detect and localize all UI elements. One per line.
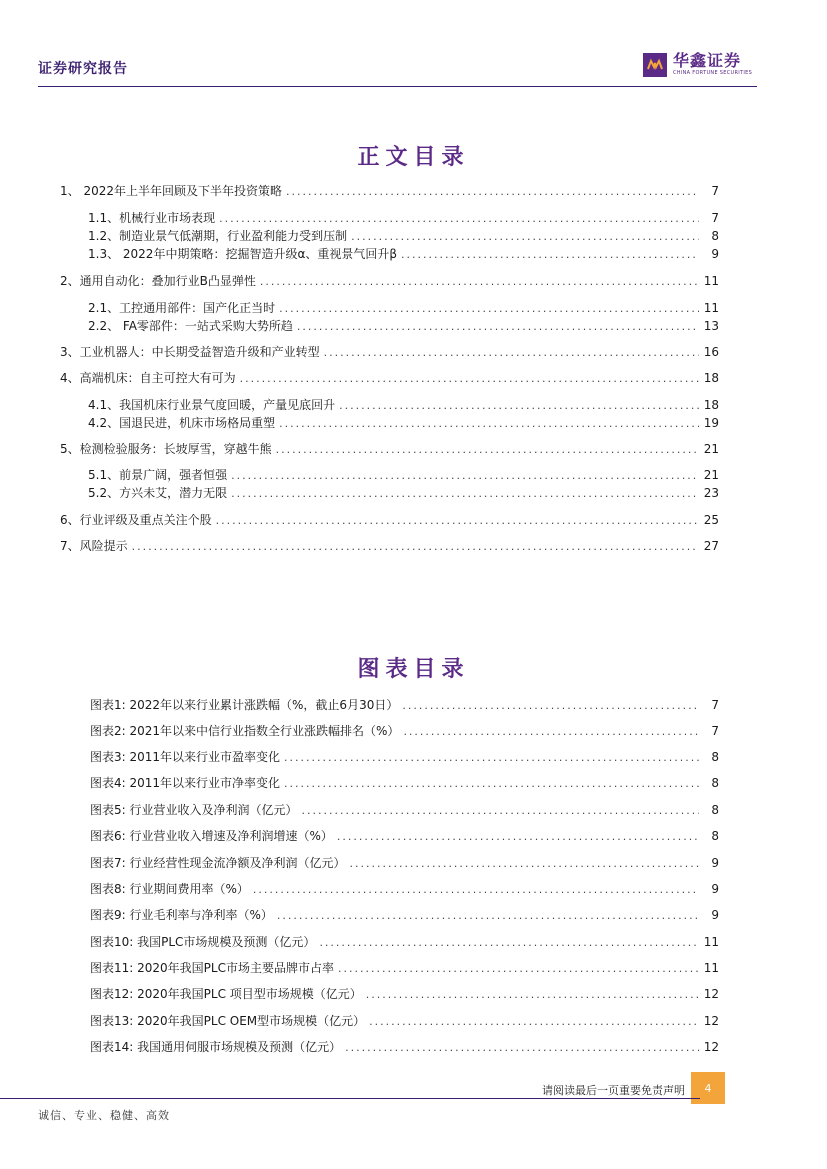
figure-entry[interactable] bbox=[90, 1013, 719, 1030]
figure-entry[interactable] bbox=[90, 802, 719, 819]
toc-entry[interactable] bbox=[60, 344, 719, 361]
figure-entry-page: 8 bbox=[711, 776, 719, 790]
figure-entry-label: 图表5: 行业营业收入及净利润（亿元） bbox=[90, 803, 298, 817]
figure-entry[interactable] bbox=[90, 749, 719, 766]
toc-entry-label: 4、高端机床：自主可控大有可为 bbox=[60, 371, 236, 385]
dot-leader bbox=[231, 468, 699, 484]
toc-entry-label: 5、检测检验服务：长坡厚雪，穿越牛熊 bbox=[60, 442, 272, 456]
toc-entry[interactable] bbox=[88, 228, 719, 245]
toc-entry-label: 1.3、 2022年中期策略：挖掘智造升级α、重视景气回升β bbox=[88, 247, 398, 261]
toc-entry-page: 27 bbox=[703, 539, 719, 553]
toc-entry-page: 7 bbox=[711, 184, 719, 198]
dot-leader bbox=[338, 961, 699, 977]
dot-leader bbox=[401, 247, 699, 263]
toc-entry[interactable] bbox=[88, 485, 719, 502]
dot-leader bbox=[276, 442, 699, 458]
toc-entry-page: 8 bbox=[711, 229, 719, 243]
figure-entry-page: 8 bbox=[711, 829, 719, 843]
figure-entry-label: 图表11: 2020年我国PLC市场主要品牌市占率 bbox=[90, 961, 334, 975]
toc-entry[interactable] bbox=[88, 318, 719, 335]
company-logo bbox=[643, 52, 752, 77]
figure-entry-page: 11 bbox=[703, 961, 719, 975]
dot-leader bbox=[260, 274, 699, 290]
dot-leader bbox=[216, 513, 699, 529]
figure-entry[interactable] bbox=[90, 723, 719, 740]
figure-entry-label: 图表4: 2011年以来行业市净率变化 bbox=[90, 776, 281, 790]
figure-entry-page: 12 bbox=[703, 987, 719, 1001]
toc-entry-label: 1、 2022年上半年回顾及下半年投资策略 bbox=[60, 184, 282, 198]
dot-leader bbox=[240, 371, 699, 387]
figure-entry[interactable] bbox=[90, 934, 719, 951]
toc-entry[interactable] bbox=[88, 415, 719, 432]
dot-leader bbox=[351, 229, 699, 245]
dot-leader bbox=[284, 750, 699, 766]
dot-leader bbox=[403, 724, 699, 740]
figure-entry[interactable] bbox=[90, 697, 719, 714]
dot-leader bbox=[366, 987, 699, 1003]
figure-entry-page: 12 bbox=[703, 1014, 719, 1028]
dot-leader bbox=[339, 398, 699, 414]
figure-entry-label: 图表6: 行业营业收入增速及净利润增速（%） bbox=[90, 829, 333, 843]
figure-entry-label: 图表9: 行业毛利率与净利率（%） bbox=[90, 908, 273, 922]
toc-entry-label: 1.2、制造业景气低潮期，行业盈利能力受到压制 bbox=[88, 229, 348, 243]
toc-entry-label: 4.2、国退民进，机床市场格局重塑 bbox=[88, 416, 276, 430]
toc-entry[interactable] bbox=[60, 538, 719, 555]
dot-leader bbox=[279, 416, 699, 432]
figure-entry-label: 图表8: 行业期间费用率（%） bbox=[90, 882, 249, 896]
figure-entry-page: 9 bbox=[711, 908, 719, 922]
toc-entry[interactable] bbox=[60, 273, 719, 290]
toc-entry-page: 13 bbox=[703, 319, 719, 333]
toc-entry-page: 11 bbox=[703, 301, 719, 315]
disclaimer-notice: 请阅读最后一页重要免责声明 bbox=[542, 1084, 685, 1097]
dot-leader bbox=[345, 1040, 699, 1056]
toc-entry-page: 9 bbox=[711, 247, 719, 261]
dot-leader bbox=[277, 908, 699, 924]
dot-leader bbox=[369, 1014, 699, 1030]
toc-entry-page: 7 bbox=[711, 211, 719, 225]
toc-entry-page: 21 bbox=[703, 468, 719, 482]
figure-entry[interactable] bbox=[90, 1039, 719, 1056]
figure-entry-page: 11 bbox=[703, 935, 719, 949]
toc-entry-page: 16 bbox=[703, 345, 719, 359]
logo-english-name: CHINA FORTUNE SECURITIES bbox=[673, 70, 753, 76]
figure-entry[interactable] bbox=[90, 907, 719, 924]
toc-entry-label: 2、通用自动化：叠加行业B凸显弹性 bbox=[60, 274, 256, 288]
dot-leader bbox=[350, 856, 700, 872]
figure-entry-page: 9 bbox=[711, 856, 719, 870]
figure-entry-label: 图表14: 我国通用伺服市场规模及预测（亿元） bbox=[90, 1040, 342, 1054]
toc-entry[interactable] bbox=[60, 441, 719, 458]
toc-entry-label: 4.1、我国机床行业景气度回暖，产量见底回升 bbox=[88, 398, 336, 412]
logo-chinese-name: 华鑫证券 bbox=[673, 51, 742, 70]
toc-entry[interactable] bbox=[88, 246, 719, 263]
dot-leader bbox=[284, 776, 699, 792]
dot-leader bbox=[324, 345, 699, 361]
toc-entry[interactable] bbox=[60, 183, 719, 200]
toc-entry-label: 2.2、 FA零部件：一站式采购大势所趋 bbox=[88, 319, 293, 333]
figure-entry[interactable] bbox=[90, 960, 719, 977]
dot-leader bbox=[231, 486, 699, 502]
figure-entry-label: 图表3: 2011年以来行业市盈率变化 bbox=[90, 750, 281, 764]
figure-entry[interactable] bbox=[90, 775, 719, 792]
dot-leader bbox=[302, 803, 700, 819]
toc-entry-page: 18 bbox=[703, 371, 719, 385]
toc-title: 正文目录 bbox=[357, 145, 470, 170]
toc-entry[interactable] bbox=[88, 467, 719, 484]
dot-leader bbox=[132, 539, 699, 555]
toc-entry[interactable] bbox=[88, 300, 719, 317]
toc-entry[interactable] bbox=[88, 210, 719, 227]
toc-entry-label: 5.2、方兴未艾，潜力无限 bbox=[88, 486, 228, 500]
figure-entry-label: 图表1: 2022年以来行业累计涨跌幅（%，截止6月30日） bbox=[90, 698, 399, 712]
company-motto: 诚信、专业、稳健、高效 bbox=[38, 1109, 170, 1122]
toc-entry-label: 2.1、工控通用部件：国产化正当时 bbox=[88, 301, 276, 315]
footer-divider bbox=[0, 1098, 700, 1099]
toc-entry-label: 6、行业评级及重点关注个股 bbox=[60, 513, 212, 527]
dot-leader bbox=[253, 882, 699, 898]
figure-entry[interactable] bbox=[90, 986, 719, 1003]
toc-entry-label: 5.1、前景广阔，强者恒强 bbox=[88, 468, 228, 482]
toc-entry[interactable] bbox=[60, 512, 719, 529]
figure-entry[interactable] bbox=[90, 881, 719, 898]
toc-entry-label: 7、风险提示 bbox=[60, 539, 128, 553]
figure-entry-label: 图表13: 2020年我国PLC OEM型市场规模（亿元） bbox=[90, 1014, 366, 1028]
figure-entry-label: 图表12: 2020年我国PLC 项目型市场规模（亿元） bbox=[90, 987, 362, 1001]
figure-entry-label: 图表2: 2021年以来中信行业指数全行业涨跌幅排名（%） bbox=[90, 724, 400, 738]
toc-entry-page: 18 bbox=[703, 398, 719, 412]
toc-entry[interactable] bbox=[60, 370, 719, 387]
figure-entry-label: 图表10: 我国PLC市场规模及预测（亿元） bbox=[90, 935, 316, 949]
figure-entry-page: 7 bbox=[711, 724, 719, 738]
toc-entry-label: 1.1、机械行业市场表现 bbox=[88, 211, 216, 225]
figures-toc-title: 图表目录 bbox=[357, 657, 470, 682]
dot-leader bbox=[219, 211, 699, 227]
figure-entry[interactable] bbox=[90, 828, 719, 845]
dot-leader bbox=[286, 184, 699, 200]
toc-entry-label: 3、工业机器人：中长期受益智造升级和产业转型 bbox=[60, 345, 320, 359]
dot-leader bbox=[337, 829, 699, 845]
toc-entry-page: 19 bbox=[703, 416, 719, 430]
toc-entry-page: 23 bbox=[703, 486, 719, 500]
dot-leader bbox=[297, 319, 699, 335]
figure-entry-page: 7 bbox=[711, 698, 719, 712]
toc-entry[interactable] bbox=[88, 397, 719, 414]
dot-leader bbox=[279, 301, 699, 317]
figure-entry-page: 8 bbox=[711, 803, 719, 817]
figure-entry[interactable] bbox=[90, 855, 719, 872]
report-header-title: 证券研究报告 bbox=[38, 61, 128, 77]
header-divider bbox=[38, 86, 757, 87]
dot-leader bbox=[319, 935, 699, 951]
figure-entry-page: 12 bbox=[703, 1040, 719, 1054]
toc-entry-page: 25 bbox=[703, 513, 719, 527]
figure-entry-page: 8 bbox=[711, 750, 719, 764]
figure-entry-label: 图表7: 行业经营性现金流净额及净利润（亿元） bbox=[90, 856, 346, 870]
toc-entry-page: 21 bbox=[703, 442, 719, 456]
dot-leader bbox=[402, 698, 699, 714]
page-number-badge: 4 bbox=[691, 1072, 725, 1104]
logo-icon bbox=[643, 53, 667, 77]
toc-entry-page: 11 bbox=[703, 274, 719, 288]
figure-entry-page: 9 bbox=[711, 882, 719, 896]
